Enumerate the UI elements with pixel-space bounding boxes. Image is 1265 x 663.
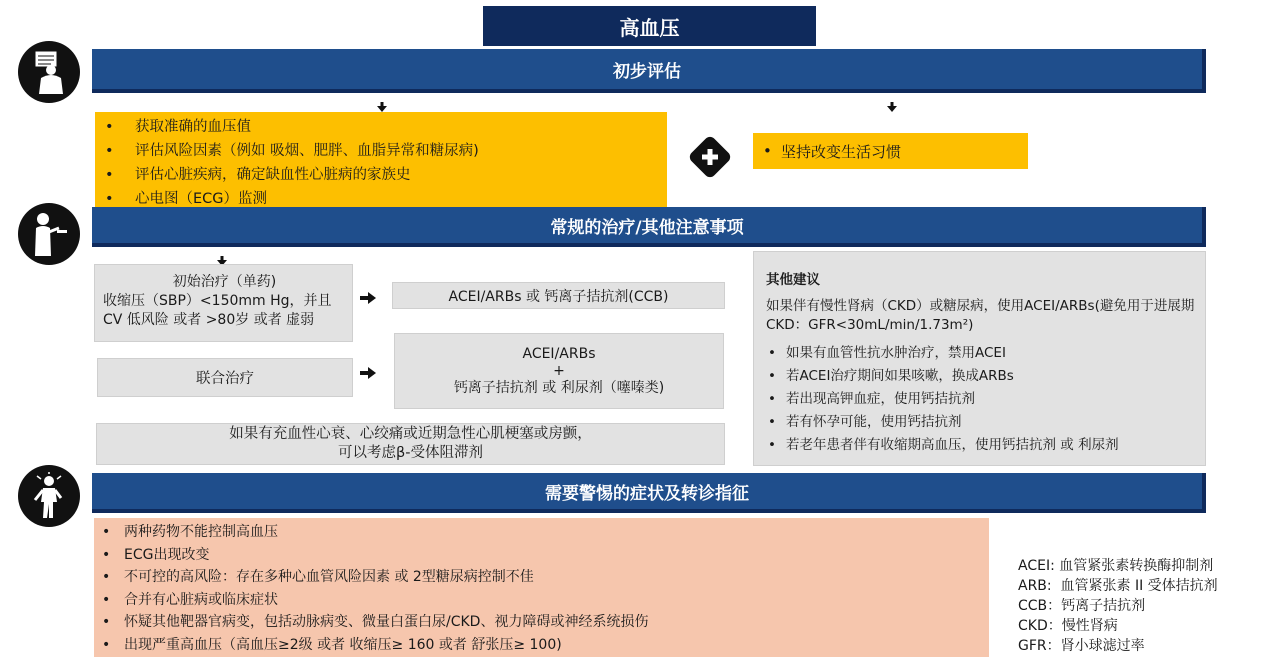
other-recommendations-box (753, 251, 1206, 466)
list-item: • 评估风险因素（例如 吸烟、肥胖、血脂异常和糖尿病) (105, 143, 479, 159)
person-in-pain-icon (18, 465, 80, 527)
list-item: • 若有怀孕可能，使用钙拮抗剂 (768, 414, 962, 430)
list-item: • 心电图（ECG）监测 (105, 191, 268, 207)
lifestyle-text: 坚持改变生活习惯 (781, 142, 902, 161)
list-item: • 评估心脏疾病，确定缺血性心脏病的家族史 (105, 167, 411, 183)
list-item: • 两种药物不能控制高血压 (102, 524, 278, 540)
list-item: • 获取准确的血压值 (105, 119, 251, 135)
right-arrow-icon (360, 289, 376, 308)
monotherapy-criteria-2: CV 低风险 或者 >80岁 或者 虚弱 (103, 312, 315, 328)
other-recommendations-heading: 其他建议 (766, 272, 820, 288)
legend-item: CCB：钙离子拮抗剂 (1018, 598, 1146, 614)
legend-item: GFR：肾小球滤过率 (1018, 638, 1145, 654)
list-item: • 若ACEI治疗期间如果咳嗽，换成ARBs (768, 368, 1014, 384)
patient-with-pill-icon (18, 203, 80, 265)
down-arrow-icon (887, 97, 897, 116)
list-item: • 合并有心脏病或临床症状 (102, 591, 278, 608)
list-item: • 若出现高钾血症，使用钙拮抗剂 (768, 391, 975, 407)
plus-diamond-icon (687, 134, 732, 179)
right-arrow-icon (360, 364, 376, 383)
abbreviation-legend (1018, 556, 1218, 656)
combination-therapy-box: 联合治疗 (97, 358, 353, 397)
monotherapy-criteria-1: 收缩压（SBP）<150mm Hg，并且 (103, 293, 332, 309)
list-item: • 出现严重高血压（高血压≥2级 或者 收缩压≥ 160 或者 舒张压≥ 100) (102, 636, 562, 653)
monotherapy-title: 初始治疗（单药) (172, 274, 277, 290)
list-item: • 怀疑其他靶器官病变，包括动脉病变、微量白蛋白尿/CKD、视力障碍或神经系统损伤 (102, 614, 649, 630)
alert-list-box (94, 518, 989, 657)
page-title: 高血压 (483, 6, 816, 46)
legend-item: ARB: 血管紧张素 II 受体拮抗剂 (1018, 578, 1218, 594)
lifestyle-box: • 坚持改变生活习惯 (753, 133, 1028, 169)
section-header-routine-treatment: 常规的治疗/其他注意事项 (92, 207, 1206, 247)
list-item: • 不可控的高风险：存在多种心血管风险因素 或 2型糖尿病控制不佳 (102, 569, 534, 585)
list-item: • ECG出现改变 (102, 546, 210, 563)
legend-item: ACEI: 血管紧张素转换酶抑制剂 (1018, 558, 1214, 574)
monotherapy-drugs-box: ACEI/ARBs 或 钙离子拮抗剂(CCB) (392, 282, 725, 309)
list-item: • 若老年患者伴有收缩期高血压，使用钙拮抗剂 或 利尿剂 (768, 437, 1119, 453)
section-header-initial-assessment: 初步评估 (92, 49, 1206, 93)
monotherapy-box (94, 264, 353, 342)
doctor-with-chart-icon (18, 41, 80, 103)
combination-drugs-box: ACEI/ARBs + 钙离子拮抗剂 或 利尿剂（噻嗪类) (394, 333, 724, 409)
section-header-alert-referral: 需要警惕的症状及转诊指征 (92, 473, 1206, 513)
legend-item: CKD：慢性肾病 (1018, 618, 1118, 634)
list-item: • 如果有血管性抗水肿治疗，禁用ACEI (768, 345, 1006, 361)
beta-blocker-box: 如果有充血性心衰、心绞痛或近期急性心肌梗塞或房颤， 可以考虑β-受体阻滞剂 (96, 423, 725, 465)
assessment-list-box (95, 112, 667, 207)
other-recommendations-paragraph: 如果伴有慢性肾病（CKD）或糖尿病，使用ACEI/ARBs(避免用于进展期CKD：GFR<30mL/min/1.73m²) (766, 298, 1195, 333)
